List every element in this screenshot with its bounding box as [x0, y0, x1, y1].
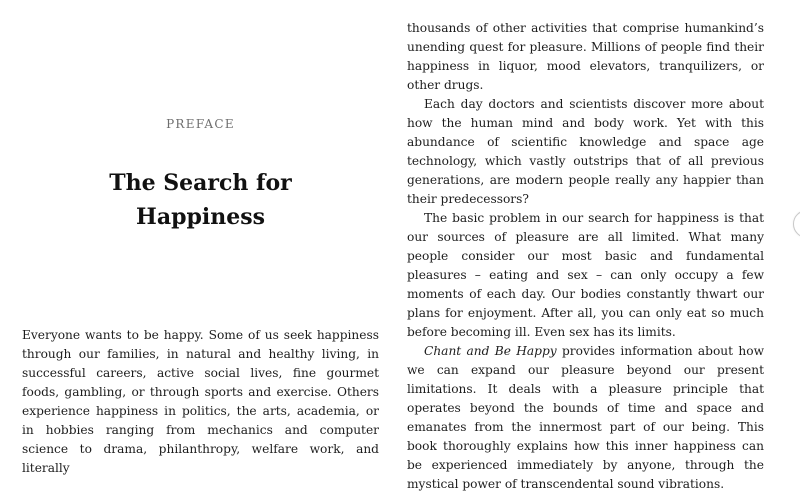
chapter-title [22, 166, 379, 234]
chapter-title-line-2: Happiness [136, 204, 265, 230]
right-page-text [407, 19, 764, 494]
paragraph-2: Each day doctors and scientists discover more about how the human mind and body work. Yet with this abundance of scientific knowledge and space age technology, which vastly outstrips that of all previous generations, are modern people really any happier than their predecessors? [407, 97, 764, 206]
paragraph-3: The basic problem in our search for happiness is that our sources of pleasure are all limited. What many people consider our most basic and fundamental pleasures – eating and sex – can only occupy a few moments of each day. Our bodies constantly thwart our plans for enjoyment. After all, you can only eat so much before becoming ill. Even sex has its limits. [407, 211, 764, 339]
section-label: PREFACE [166, 117, 235, 131]
chapter-title-line-1: The Search for [109, 170, 292, 196]
paragraph-1: Everyone wants to be happy. Some of us seek happiness through our families, in natural and healthy living, in successful careers, active social lives, fine gourmet foods, gambling, or through sports and exercise. Others experience happiness in politics, the arts, academia, or in hobbies ranging from mechanics and computer science to drama, philanthropy, welfare work, and literally [22, 328, 379, 475]
paragraph-1-continued: thousands of other activities that comprise humankind’s unending quest for pleasure. Millions of people find their happiness in liquor, mood elevators, tranquilizers, or other drugs. [407, 21, 764, 92]
left-page [22, 0, 379, 475]
book-title: Chant and Be Happy [424, 344, 557, 358]
next-page-button[interactable] [793, 210, 800, 238]
paragraph-4-text: provides information about how we can expand our pleasure beyond our present limitations. It deals with a pleasure principle that operates beyond the bounds of time and space and emanates from the innermost part of our being. This book thoroughly explains how this inner happiness can be experienced immediately by anyone, through the mystical power of transcendental sound vibrations. [407, 344, 764, 491]
paragraph-4 [407, 342, 764, 494]
right-page [407, 0, 764, 491]
